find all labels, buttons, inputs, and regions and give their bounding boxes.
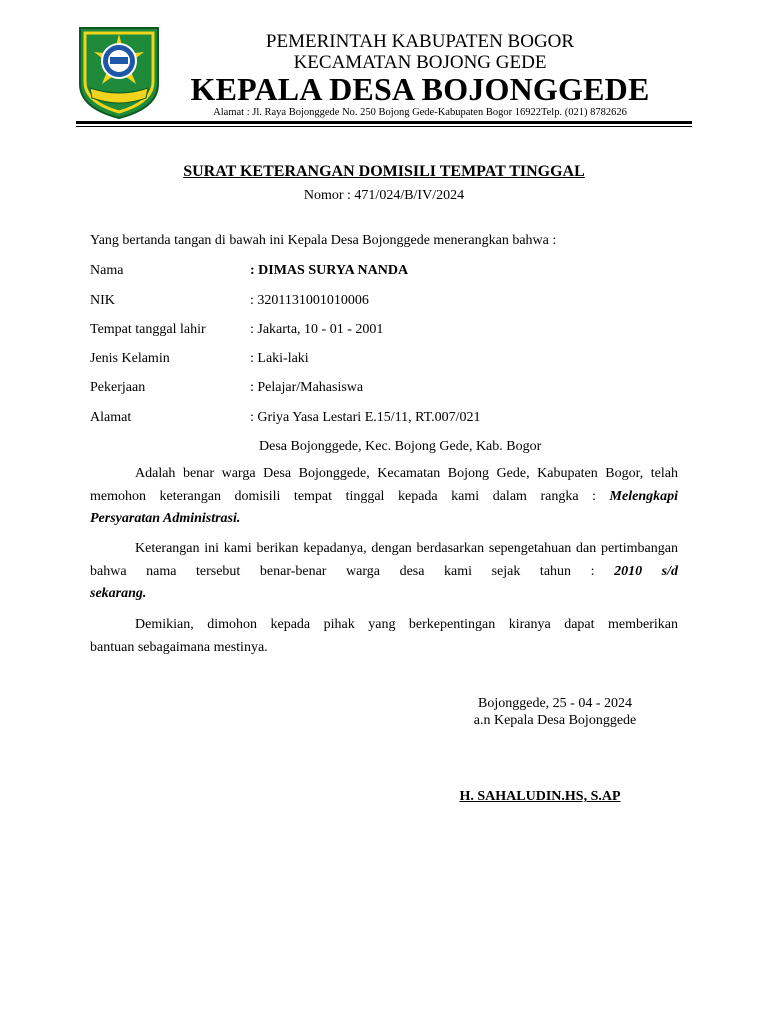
since-year-emphasis: 2010 s/d <box>614 563 678 579</box>
since-year-emphasis-end: sekarang. <box>90 586 147 601</box>
office-address: Alamat : Jl. Raya Bojonggede No. 250 Bojong Gede-Kabupaten Bogor 16922Telp. (021) 8782626 <box>213 107 627 118</box>
letterhead-rule-thin <box>76 126 692 127</box>
signature-on-behalf: a.n Kepala Desa Bojonggede <box>473 713 637 728</box>
signature-place-date: Bojonggede, 25 - 04 - 2024 <box>478 696 632 711</box>
paragraph-residency-line1: Adalah benar warga Desa Bojonggede, Kecamatan Bojong Gede, Kabupaten Bogor, telah <box>135 466 678 481</box>
signatory-name: H. SAHALUDIN.HS, S.AP <box>459 789 621 804</box>
field-label-nik: NIK <box>90 293 115 308</box>
bogor-regency-emblem-icon <box>76 24 162 120</box>
field-label-birth: Tempat tanggal lahir <box>90 322 206 337</box>
paragraph-closing <box>90 614 678 659</box>
paragraph-residency <box>90 463 678 531</box>
paragraph-closing-line1: Demikian, dimohon kepada pihak yang berkepentingan kiranya dapat memberikan <box>135 617 678 632</box>
field-value-occupation: : Pelajar/Mahasiswa <box>250 380 364 395</box>
field-label-address: Alamat <box>90 410 132 425</box>
paragraph-statement-line1: Keterangan ini kami berikan kepadanya, dengan berdasarkan sepengetahuan dan <box>135 541 597 556</box>
purpose-emphasis-start: Melengkapi <box>609 488 678 504</box>
letter-number: Nomor : 471/024/B/IV/2024 <box>303 188 465 203</box>
paragraph-statement-line2: pertimbangan bahwa nama tersebut benar-benar warga desa kami sejak tahun : <box>90 541 678 579</box>
paragraph-closing-line2: bantuan sebagaimana mestinya. <box>90 639 268 655</box>
district-name: KECAMATAN BOJONG GEDE <box>293 52 547 73</box>
letter-title: SURAT KETERANGAN DOMISILI TEMPAT TINGGAL <box>183 163 585 180</box>
purpose-emphasis-end: Persyaratan Administrasi. <box>90 511 241 526</box>
letterhead-rule-thick <box>76 121 692 124</box>
field-value-birth: : Jakarta, 10 - 01 - 2001 <box>250 322 384 337</box>
field-value-address-line2: Desa Bojonggede, Kec. Bojong Gede, Kab. Bogor <box>259 439 542 454</box>
paragraph-statement <box>90 538 678 606</box>
field-value-name: : DIMAS SURYA NANDA <box>250 263 409 278</box>
field-label-occupation: Pekerjaan <box>90 380 146 395</box>
government-name: PEMERINTAH KABUPATEN BOGOR <box>265 31 575 52</box>
field-label-name: Nama <box>90 263 124 278</box>
field-value-nik: : 3201131001010006 <box>250 293 369 308</box>
field-value-address: : Griya Yasa Lestari E.15/11, RT.007/021 <box>250 410 481 425</box>
office-name: KEPALA DESA BOJONGGEDE <box>190 71 650 107</box>
paragraph-residency-line2: memohon keterangan domisili tempat tinggal kepada kami dalam rangka : <box>90 488 596 504</box>
field-label-gender: Jenis Kelamin <box>90 351 170 366</box>
intro-text: Yang bertanda tangan di bawah ini Kepala Desa Bojonggede menerangkan bahwa : <box>90 233 557 248</box>
field-value-gender: : Laki-laki <box>250 351 309 366</box>
